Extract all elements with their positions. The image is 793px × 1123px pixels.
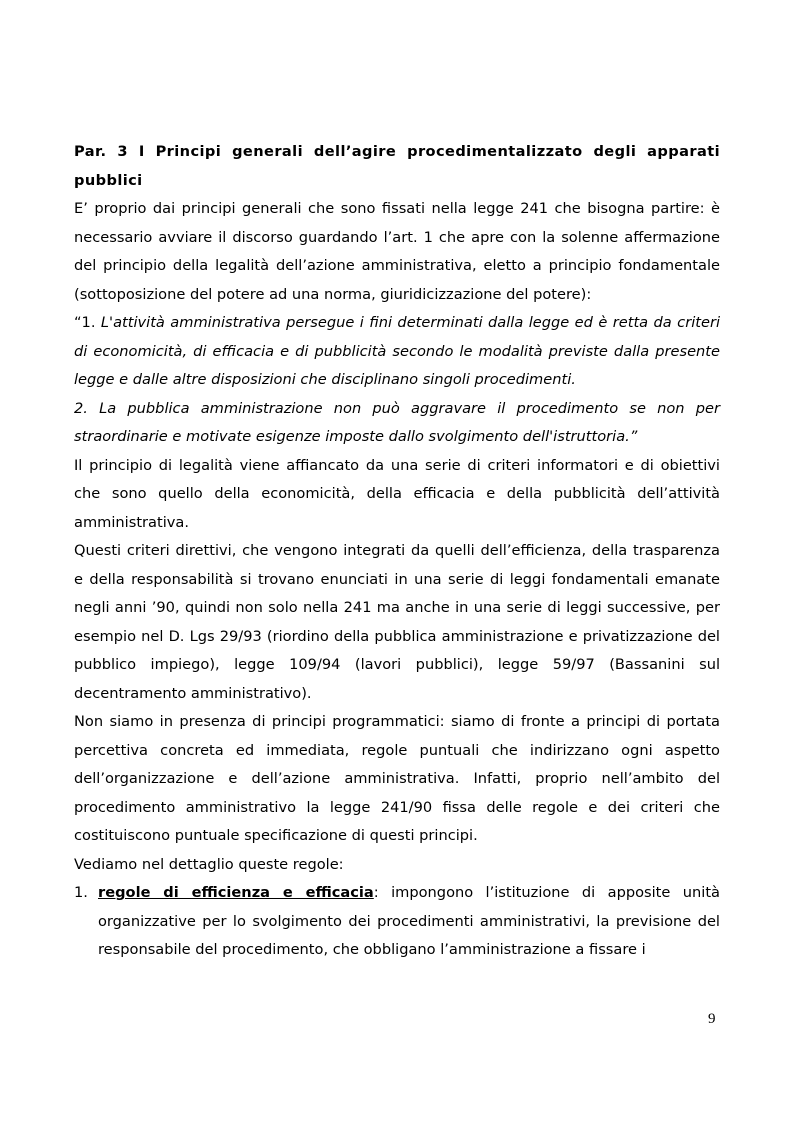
document-page bbox=[74, 138, 720, 965]
body-paragraph: Non siamo in presenza di principi programmatici: siamo di fronte a principi di portata percettiva concreta ed immediata, regole puntuali che indirizzano ogni aspetto dell’organizzazione e dell’azione amministrativa. Infatti, proprio nell’ambito del procedimento amministrativo la legge 241/90 fissa delle regole e dei criteri che costituiscono puntuale specificazione di questi principi. bbox=[74, 713, 720, 844]
section-heading: Par. 3 I Principi generali dell’agire procedimentalizzato degli apparati pubblici bbox=[74, 143, 720, 189]
list-item-number: 1. bbox=[74, 884, 88, 901]
body-paragraph: Vediamo nel dettaglio queste regole: bbox=[74, 855, 344, 873]
quote-text-1: L'attività amministrativa persegue i fini determinati dalla legge ed è retta da criteri di economicità, di efficacia e di pubblicità secondo le modalità previste dalla presente legge e dalle altre disposizioni che disciplinano singoli procedimenti. bbox=[74, 314, 720, 388]
list-item-text: : impongono l’istituzione di apposite unità organizzative per lo svolgimento dei procedimenti amministrativi, la previsione del responsabile del procedimento, che obbligano l’amministrazione a fissare i bbox=[98, 884, 720, 958]
list-item-term: regole di efficienza e efficacia bbox=[98, 884, 374, 901]
list-item bbox=[74, 879, 720, 965]
quote-open: “1. bbox=[74, 314, 101, 331]
law-quote-1 bbox=[74, 309, 720, 395]
body-paragraph: Questi criteri direttivi, che vengono integrati da quelli dell’efficienza, della trasparenza e della responsabilità si trovano enunciati in una serie di leggi fondamentali emanate negli anni ’90, quindi non solo nella 241 ma anche in una serie di leggi successive, per esempio nel D. Lgs 29/93 (riordino della pubblica amministrazione e privatizzazione del pubblico impiego), legge 109/94 (lavori pubblici), legge 59/97 (Bassanini sul decentramento amministrativo). bbox=[74, 542, 720, 702]
rules-list bbox=[74, 879, 720, 965]
body-paragraph: Il principio di legalità viene affiancato da una serie di criteri informatori e di obiettivi che sono quello della economicità, della efficacia e della pubblicità dell’attività amministrativa. bbox=[74, 456, 720, 531]
law-quote-2: 2. La pubblica amministrazione non può aggravare il procedimento se non per straordinarie e motivate esigenze imposte dallo svolgimento dell'istruttoria.” bbox=[74, 399, 720, 445]
page-number: 9 bbox=[708, 1011, 716, 1027]
intro-paragraph: E’ proprio dai principi generali che sono fissati nella legge 241 che bisogna partire: è necessario avviare il discorso guardando l’art. 1 che apre con la solenne affermazione del principio della legalità dell’azione amministrativa, eletto a principio fondamentale (sottoposizione del potere ad una norma, giuridicizzazione del potere): bbox=[74, 200, 720, 303]
